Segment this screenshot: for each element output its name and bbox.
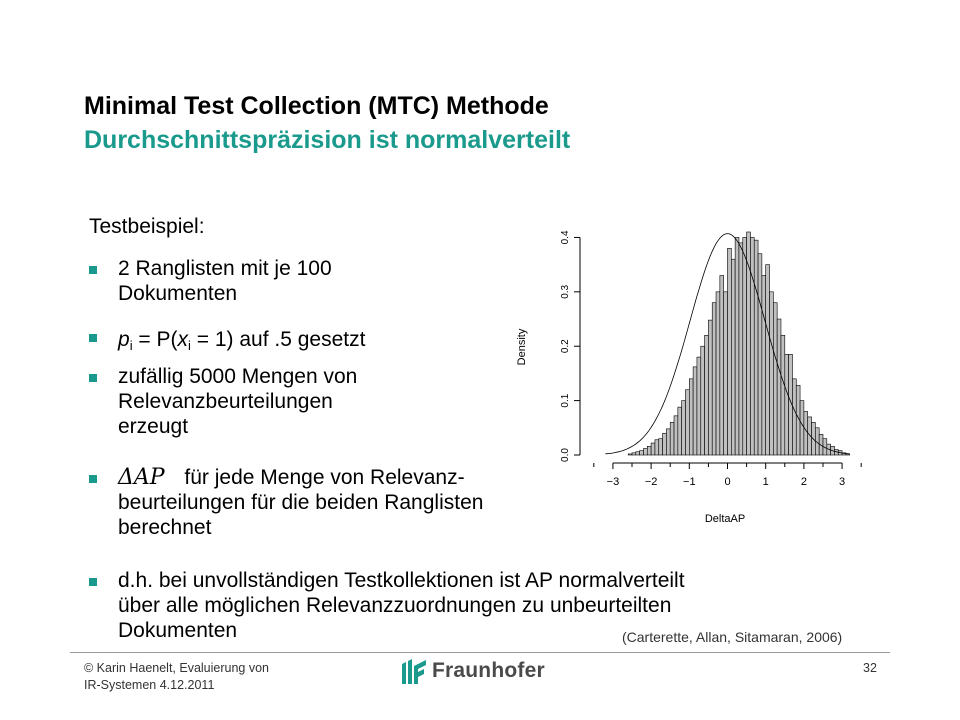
histogram-bar	[804, 411, 808, 455]
y-tick-label: 0.2	[560, 339, 571, 354]
histogram-bar	[781, 335, 785, 455]
histogram-bar	[693, 367, 697, 455]
bullet-marker	[89, 374, 97, 382]
y-axis-label: Density	[516, 328, 528, 366]
bullet-item	[118, 568, 685, 643]
histogram-bar	[640, 451, 644, 455]
intro-text: Testbeispiel:	[89, 215, 205, 238]
histogram-bar	[773, 303, 777, 455]
bullet-text: Relevanzbeurteilungen	[118, 390, 333, 413]
bullet-text: über alle möglichen Relevanzzuordnungen zu unbeurteilten	[118, 594, 672, 617]
histogram-bar	[636, 452, 640, 455]
slide-title: Minimal Test Collection (MTC) Methode	[84, 92, 549, 120]
fraunhofer-logo-icon	[402, 658, 426, 684]
bullet-text: i	[188, 338, 191, 353]
bullet-text: 2 Ranglisten mit je 100	[118, 257, 332, 280]
bullet-item	[118, 256, 332, 306]
histogram-bar	[735, 237, 739, 455]
y-tick-label: 0.3	[560, 284, 571, 299]
histogram-bar	[663, 433, 667, 455]
histogram-bar	[750, 237, 754, 455]
histogram-bar	[743, 237, 747, 455]
bullet-text: = 1) auf .5 gesetzt	[190, 328, 366, 351]
histogram-bar	[632, 453, 636, 455]
histogram-bars	[628, 232, 850, 455]
page-number: 32	[863, 661, 877, 675]
histogram-chart	[505, 210, 880, 535]
x-tick-label: −2	[644, 476, 658, 488]
bullet-marker	[89, 578, 97, 586]
histogram-bar	[758, 254, 762, 455]
bullet-text: erzeugt	[118, 415, 189, 438]
histogram-bar	[785, 354, 789, 455]
histogram-bar	[708, 320, 712, 455]
footer-text: IR-Systemen 4.12.2011	[84, 678, 215, 692]
x-axis	[594, 463, 861, 488]
logo-text: Fraunhofer	[432, 659, 545, 682]
bullet-item	[118, 465, 483, 540]
histogram-bar	[666, 429, 670, 455]
histogram-bar	[701, 346, 705, 455]
bullet-text: d.h. bei unvollständigen Testkollektionen ist AP normalverteilt	[118, 569, 685, 592]
bullet-text: für jede Menge von Relevanz-	[184, 466, 465, 489]
histogram-bar	[766, 265, 770, 455]
histogram-bar	[647, 446, 651, 455]
histogram-bar	[754, 240, 758, 455]
histogram-bar	[800, 401, 804, 455]
x-tick-label: 0	[724, 476, 731, 488]
bullet-text: p	[118, 328, 130, 351]
bullet-text: i	[129, 338, 133, 353]
histogram-bar	[674, 416, 678, 455]
bullet-text: beurteilungen für die beiden Ranglisten	[118, 491, 484, 514]
bullet-text: Dokumenten	[118, 282, 238, 305]
delta-ap-symbol: ΔAP	[118, 465, 165, 490]
histogram-bar	[643, 448, 647, 455]
bullet-text: x	[177, 328, 189, 351]
y-tick-label: 0.1	[560, 393, 571, 408]
histogram-bar	[731, 259, 735, 455]
bullet-marker	[89, 334, 97, 342]
histogram-bar	[689, 379, 693, 455]
bullet-text: Dokumenten	[118, 619, 238, 642]
citation: (Carterette, Allan, Sitamaran, 2006)	[622, 629, 843, 645]
x-tick-label: 1	[762, 476, 769, 488]
x-tick-label: 2	[800, 476, 807, 488]
bullet-text: = P(	[132, 328, 178, 351]
histogram-bar	[728, 248, 732, 455]
footer-text: © Karin Haenelt, Evaluierung von	[84, 661, 270, 675]
histogram-bar	[651, 443, 655, 455]
y-axis	[560, 230, 580, 462]
footer-divider	[70, 652, 890, 653]
histogram-bar	[720, 276, 724, 455]
histogram-bar	[724, 292, 728, 455]
bullet-item	[118, 327, 365, 358]
histogram-bar	[792, 379, 796, 455]
histogram-bar	[697, 357, 701, 455]
bullet-text: berechnet	[118, 516, 212, 539]
histogram-bar	[655, 440, 659, 455]
histogram-bar	[716, 292, 720, 455]
histogram-bar	[762, 276, 766, 455]
histogram-bar	[777, 319, 781, 455]
y-tick-label: 0.0	[560, 448, 571, 462]
x-axis-label: DeltaAP	[704, 513, 746, 525]
histogram-bar	[739, 243, 743, 455]
histogram-bar	[670, 422, 674, 455]
histogram-bar	[628, 454, 632, 455]
x-tick-label: 3	[839, 476, 846, 488]
bullet-text: zufällig 5000 Mengen von	[118, 365, 358, 388]
bullet-marker	[89, 475, 97, 483]
y-tick-label: 0.4	[560, 230, 571, 245]
footer-copyright	[84, 660, 269, 694]
histogram-bar	[770, 292, 774, 455]
bullet-marker	[89, 266, 97, 274]
x-tick-label: −1	[683, 476, 696, 488]
x-tick-label: −3	[606, 476, 620, 488]
histogram-bar	[682, 401, 686, 455]
fraunhofer-logo	[402, 655, 545, 687]
histogram-bar	[685, 390, 689, 455]
histogram-bar	[712, 303, 716, 455]
bullet-item	[118, 364, 357, 439]
histogram-bar	[678, 407, 682, 455]
slide-subtitle: Durchschnittspräzision ist normalverteilt	[84, 126, 571, 154]
histogram-bar	[705, 335, 709, 455]
histogram-bar	[659, 439, 663, 455]
